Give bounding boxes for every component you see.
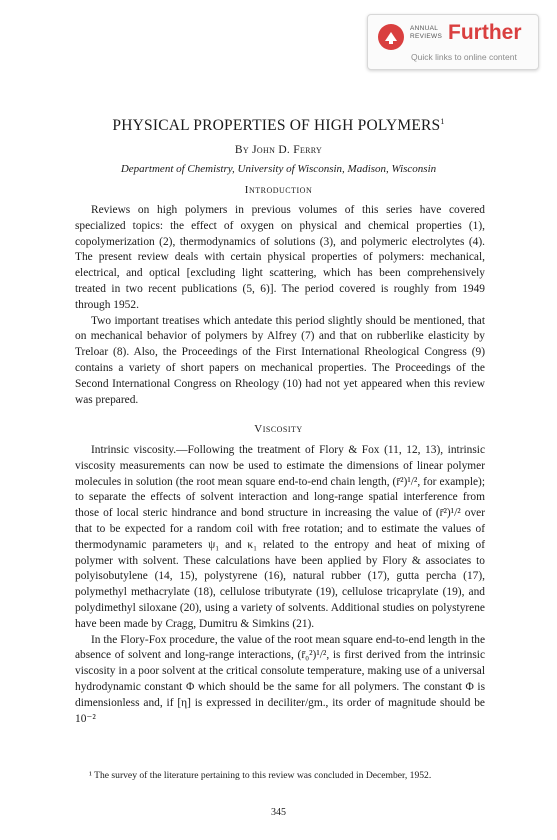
paragraph: Intrinsic viscosity.—Following the treatment of Flory & Fox (11, 12, 13), intrinsic viscosity measurements can now be used to estimate the dimensions of linear polymer molecules in solution (the root mean square end-to-end chain length, (r̄²)¹/², for example); to separate the effects of solvent interaction and long-range spatial interference from those of local steric hindrance and bond structure in increasing the value of (r̄²)¹/² over that to be expected for a random coil with free rotation; and to estimate the values of thermodynamic parameters ψ₁ and κ₁ related to the entropy and heat of mixing of polymer with solvent. These calculations have been applied by Flory & associates to polyisobutylene (14, 15), polystyrene (16), natural rubber (17), gutta percha (17), polymethyl methacrylate (18), cellulose tributyrate (19), cellulose tricaprylate (19), and polydimethyl siloxane (20), using a variety of solvents. Additional studies on polystyrene have been made by Cragg, Dumitru & Simkins (21). bbox=[75, 444, 485, 630]
article-title bbox=[0, 117, 557, 135]
badge-title: Further bbox=[448, 21, 522, 44]
paragraph: In the Flory-Fox procedure, the value of the root mean square end-to-end length in the absence of solvent and long-range interactions, (r̄₀²)¹/², is first derived from the intrinsic viscosity in a poor solvent at the critical consolute temperature, making use of a universal hydrodynamic constant Φ which should be the same for all polymers. The constant Φ is dimensionless and, if [η] is expressed in deciliter/gm., its order of magnitude should be 10⁻² bbox=[75, 633, 485, 725]
article-title-text: PHYSICAL PROPERTIES OF HIGH POLYMERS bbox=[112, 117, 441, 135]
paragraph: Two important treatises which antedate this period slightly should be mentioned, that on mechanical behavior of polymers by Alfrey (7) and that on rubberlike elasticity by Treloar (8). Also, the Proceedings of the First International Rheological Congress (9) contains a variety of short papers on mechanical properties. The Proceedings of the Second International Congress on Rheology (10) had not yet appeared when this review was prepared. bbox=[75, 314, 485, 406]
article-author: By John D. Ferry bbox=[234, 144, 323, 156]
section-heading-introduction: Introduction bbox=[244, 184, 313, 196]
footnote: ¹ The survey of the literature pertaining to this review was concluded in December, 1952. bbox=[89, 770, 432, 781]
viscosity-body bbox=[75, 443, 485, 727]
section-heading-viscosity: Viscosity bbox=[254, 423, 303, 435]
paragraph: Reviews on high polymers in previous volumes of this series have covered specialized topics: the effect of oxygen on physical and chemical properties (1), copolymerization (2), thermodynamics of solutions (3), and polymeric electrolytes (4). The present review deals with certain physical properties of polymers: mechanical, electrical, and optical [excluding light scattering, which has been comprehensively treated in two recent publications (5, 6)]. The period covered is roughly from 1949 through 1952. bbox=[75, 204, 485, 311]
badge-brand: ANNUAL REVIEWS bbox=[410, 25, 443, 40]
badge-subtitle: Quick links to online content bbox=[411, 52, 517, 62]
further-links-badge[interactable] bbox=[367, 14, 539, 70]
annual-reviews-arrow-icon bbox=[378, 24, 404, 50]
title-footnote-mark: 1 bbox=[440, 117, 445, 126]
page-number: 345 bbox=[271, 807, 286, 818]
introduction-body bbox=[75, 203, 485, 408]
article-affiliation: Department of Chemistry, University of Wisconsin, Madison, Wisconsin bbox=[120, 163, 437, 175]
